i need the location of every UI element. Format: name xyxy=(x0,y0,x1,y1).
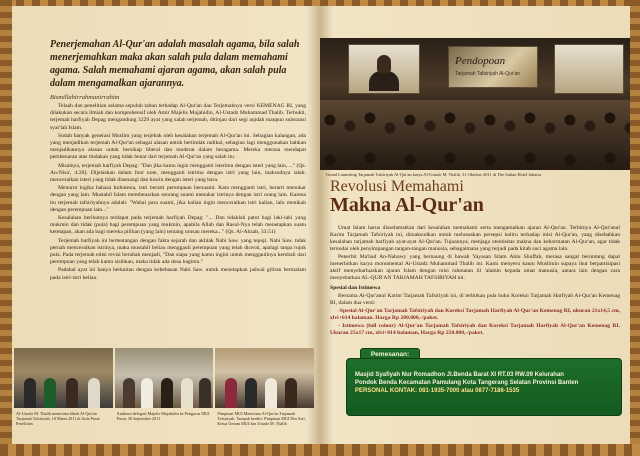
version-special: -Spesial Al-Qur'an Tarjamah Tafsiriyah dan Koreksi Tarjamah Harfiyah Al-Qur'an Kemenag RI, ukuran 21x14,5 cm, xlvi+614 halaman. Harga Rp 200.000,-/paket. xyxy=(330,308,620,321)
right-body-text xyxy=(330,225,620,338)
intro-quote: Penerjemahan Al-Qur'an adalah masalah agama, bila salah menerjemahkan maka akan salah pula dalam memahami agama. Salah memahami ajaran agama, akan salah pula dalam mengamalkan ajarannya. xyxy=(50,39,300,89)
order-tab-label: Pemesanan: xyxy=(370,351,410,358)
left-body-text xyxy=(14,101,314,282)
left-paragraph-3: Misalnya, terjemah harfiyah Depag: "Dan jika kamu ingin mengganti isterimu dengan isteri yang lain, ..." (Qs. An-Nisa', 4:20). Dijelaskan dalam foot note, mengganti istrimu dengan istri yang lain, maksudnya ialah: menceraikan isteri yang tidak disenangi dan kawin dengan isteri yang baru. xyxy=(50,162,306,184)
left-paragraph-5: Kesalahan berikutnya terdapat pada terjemah harfiyah Depag: "... Dan tidaklah patut bagi laki-laki yang mukmin dan tidak (pula) bagi perempuan yang mukmin, apabila Allah dan Rasul-Nya telah menetapkan suatu ketetapan, akan ada bagi mereka pilihan (yang lain) tentang urusan mereka..." (Qs. Al-Ahzab, 33:51) xyxy=(50,215,306,236)
order-address-line1: Masjid Syafiyah Nur Romadhon Jl.Benda Barat XI RT.03 RW.09 Kelurahan xyxy=(355,372,564,378)
projection-screen-left xyxy=(348,44,420,94)
article-title-line1: Revolusi Memahami xyxy=(330,178,464,195)
photo-mui xyxy=(215,348,314,408)
caption-2: Audiensi delegasi Majelis Mujahidin ke Pengurus MUI Pusat, 30 September 2011 xyxy=(116,411,210,421)
left-page xyxy=(14,10,314,446)
left-paragraph-4: Menurut logika bahasa Indonesia, istri berarti perempuan bersuami. Kata mengganti istri, berarti menukar dengan yang lain. Mustahil Islam membenarkan seorang suami menukar istrinya dengan istri orang lain. Karena itu terjemah tafsiriyahnya adalah: "Wahai para suami, jika kalian ingin menceraikan istri kalian, lalu menikah dengan perempuan lain..." xyxy=(50,185,306,213)
screen-subtitle: Tarjamah Tafsiriyah Al-Qur'an xyxy=(455,71,521,77)
order-address-line2: Pondok Benda Kecamatan Pamulang Kota Tangerang Selatan Provinsi Banten xyxy=(355,380,579,386)
projection-screen-right xyxy=(554,44,624,94)
top-ornament-band xyxy=(0,0,640,6)
order-text xyxy=(347,359,621,395)
special-heading: Spesial dan Istimewa xyxy=(330,285,381,291)
photo-hibah xyxy=(14,348,113,408)
special-text: Bersama Al-Qur'anul Karim Tarjamah Tafsiriyah ini, di terbitkan pula buku Koreksi Tarjamah Harfiyah Al-Qur'an Kemenag RI, dalam dua versi: xyxy=(330,293,620,306)
photo-audiensi xyxy=(115,348,214,408)
left-photo-strip xyxy=(14,348,314,408)
left-paragraph-2: Sudah banyak generasi Muslim yang terjebak oleh kesalahan terjemah Al-Qur'an ini. Sebagian kalangan, ada yang menjadikan terjemah Al-Qur'an sebagai alasan untuk bertindak radikal, sebagian lagi menggunakan bahkan menjadikannya alasan untuk bersikap liberal dan moderat dalam beragama. Mereka merasa mendapat pembenaran atas tindakan yang tidak benar dari terjemah Al-Qur'an yang salah itu. xyxy=(50,132,306,161)
left-paragraph-7: Padahal ayat ini hanya berkaitan dengan kebebasan Nabi Saw. untuk menetapkan jadwal giliran bermalam pada istri-istri beliau. xyxy=(50,267,306,281)
left-photo-captions xyxy=(14,410,314,427)
left-ornament-border xyxy=(0,0,12,456)
left-paragraph-1: Telaah dan penelitian selama sepuluh tahun terhadap Al-Qur'an dan Terjemahnya versi KEMENAG RI, yang dilakukan secara ilmiah dan komprehensif oleh Amir Majelis Mujahidin, Al-Ustadz Muhammad Thalib. Terbukti, terjemah harfiyah Depag mengandung 3229 ayat yang salah terjemah, ditinjau dari segi aqidah maupun substansi syar'iah Islam. xyxy=(50,103,306,131)
caption-3: Pimpinan MUI Menerima Al-Qur'an Tarjamah Tafsiriyah. Tampak berdiri: Pimpinan MUI Din Asri, Ketua Umum MUI dan Ustadz M. Thalib xyxy=(217,411,306,426)
launch-event-photo xyxy=(320,38,630,170)
right-ornament-border xyxy=(630,0,640,456)
right-paragraph-2: Penerbit Ma'had An-Nabawy yang bernaung di bawah Yayasan Islam Ahlu Shuffah, merasa sangat beruntung dapat menerbitkan karya monumental Al-Ustadz Muhammad Thalib ini. Kami menyeru kaum Muslimin supaya ikut berpartisipasi aktif menyebarluaskan ajaran Islam dengan misi rahmatan lil 'alamin kepada umat manusia, antara lain dengan cara menyebarkan AL-QUR'AN TARJAMAH TAFSIRIYAH ini. xyxy=(330,254,620,281)
order-contact: PERSONAL KONTAK: 081-1935-7000 atau 0877-7186-1535 xyxy=(355,388,520,394)
hero-caption: Grand Launching Tarjamah Tafsiriyah Al-Qur'an karya Al-Ustadz M. Thalib, 31 Oktober 2011 di The Sultan Hotel Jakarta xyxy=(326,172,541,177)
order-box xyxy=(346,358,622,416)
left-paragraph-6: Terjemah harfiyah ini bertentangan dengan fakta sejarah dan akhlak Nabi Saw. yang tepuji. Nabi Saw. tidak pernah menceraikan istrinya, maka mustahil beliau menggauli perempuan yang telah dicerai, apalagi tanpa rujuk pula. Pada terjemah edisi revisi berubah menjadi, "Dan siapa yang kamu ingini untuk menggaulinya kembali dari perempuan yang telah kamu sisihkan, maka tidak ada dosa bagimu." xyxy=(50,237,306,266)
screen-title: Pendopoan xyxy=(455,55,506,67)
audience-crowd xyxy=(320,100,630,170)
right-page xyxy=(320,10,630,446)
projection-screen-center xyxy=(448,46,538,88)
version-istimewa: - Istimewa (full colour) Al-Qur'an Tarjamah Tafsiriyah dan Koreksi Tarjamah Harfiyah Al-Qur'an Kemenag RI. Ukuran 25x17 cm, xlvi+814 halaman, Harga Rp 250.000,-/paket. xyxy=(330,323,620,336)
bismillah: Bismillahirrahmanirrahim xyxy=(50,94,120,101)
article-title-line2: Makna Al-Qur'an xyxy=(330,194,484,216)
right-paragraph-1: Umat Islam harus disselamatkan dari kesalahan memahami serta mengamalkan ajaran Al-Qur'an. Terbitnya Al-Qur'anul Karim Tarjamah Tafsiriyah ini, dimaksudkan untuk melunaskan persepsi keliru terhadap misi Al-Qur'an, yang disebabkan kesalahan tarjamah harfiyah ayat-ayat Al-Qur'an. Tujuannya, menjaga otentisitas makna dan kehormatan Al-Qur'an, agar tidak ternodai oleh penyimpangan tangan-tangan manusia, sebagaimana yang terjadi pada kitab suci agama lain. xyxy=(330,225,620,252)
caption-1: Al-Ustadz M. Thalib menerima hibah Al-Qur'an Tarjamah Tafsiriyah, 10 Maret 2011 di Aula Pusat Penelitian xyxy=(16,411,100,426)
